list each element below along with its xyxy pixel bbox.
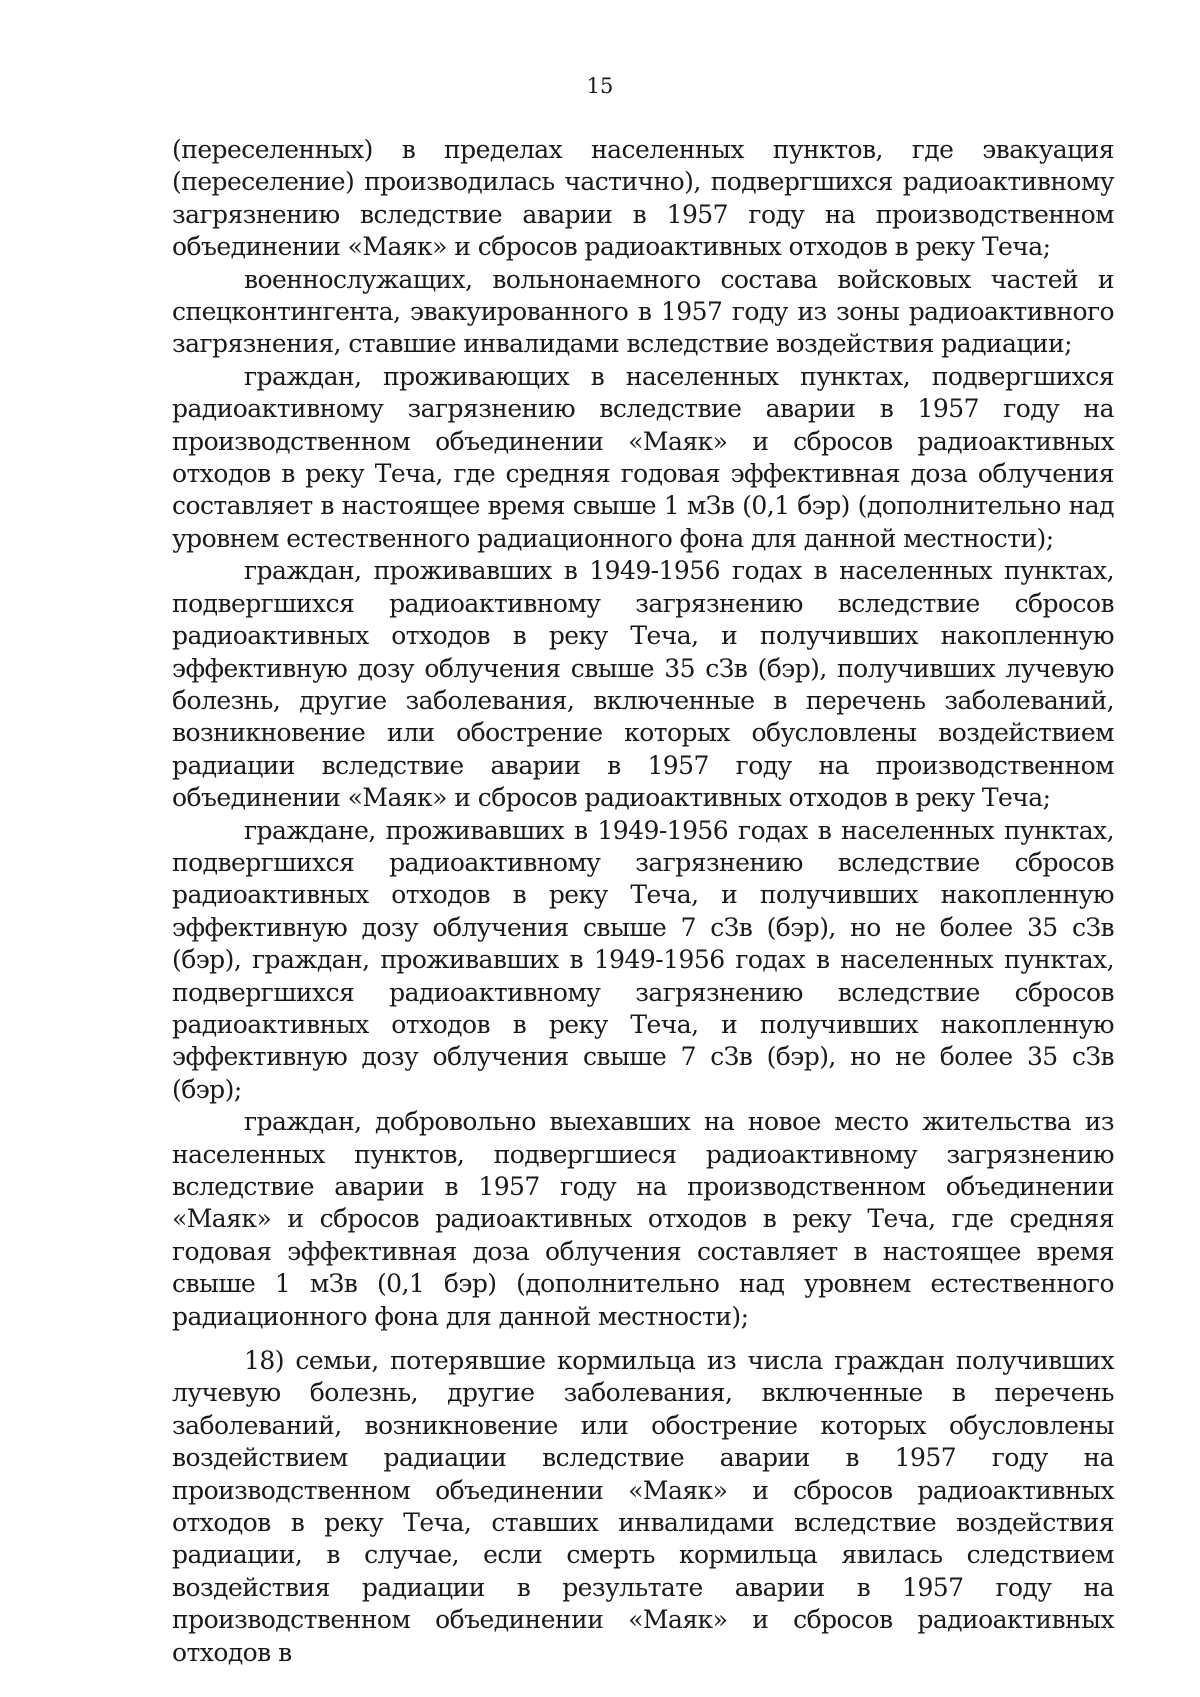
paragraph-residents-contaminated-areas: граждан, проживающих в населенных пунктах, подвергшихся радиоактивному загрязнению вследствие аварии в 1957 году на производственном объединении «Маяк» и сбросов радиоактивных отходов в реку Теча, где средняя годовая эффективная доза облучения составляет в настоящее время свыше 1 мЗв (0,1 бэр) (дополнительно над уровнем естественного радиационного фона для данной местности); xyxy=(172,361,1114,553)
page-number: 15 xyxy=(586,74,614,98)
paragraph-item-18-families: 18) семьи, потерявшие кормильца из числа граждан получивших лучевую болезнь, другие заболевания, включенные в перечень заболеваний, возникновение или обострение которых обусловлены воздействием радиации вследствие аварии в 1957 году на производственном объединении «Маяк» и сбросов радиоактивных отходов в реку Теча, ставших инвалидами вследствие воздействия радиации, в случае, если смерть кормильца явилась следствием воздействия радиации в результате аварии в 1957 году на производственном объединении «Маяк» и сбросов радиоактивных отходов в xyxy=(172,1346,1114,1667)
paragraph-continuation: (переселенных) в пределах населенных пунктов, где эвакуация (переселение) производилась частично), подвергшихся радиоактивному загрязнению вследствие аварии в 1957 году на производственном объединении «Маяк» и сбросов радиоактивных отходов в реку Теча; xyxy=(172,135,1114,262)
document-body xyxy=(172,134,1114,1669)
paragraph-voluntary-relocation: граждан, добровольно выехавших на новое место жительства из населенных пунктов, подвергшиеся радиоактивному загрязнению вследствие аварии в 1957 году на производственном объединении «Маяк» и сбросов радиоактивных отходов в реку Теча, где средняя годовая эффективная доза облучения составляет в настоящее время свыше 1 мЗв (0,1 бэр) (дополнительно над уровнем естественного радиационного фона для данной местности); xyxy=(172,1107,1114,1331)
paragraph-residents-1949-1956-7-to-35: граждане, проживавших в 1949-1956 годах в населенных пунктах, подвергшихся радиоактивному загрязнению вследствие сбросов радиоактивных отходов в реку Теча, и получивших накопленную эффективную дозу облучения свыше 7 сЗв (бэр), но не более 35 сЗв (бэр), граждан, проживавших в 1949-1956 годах в населенных пунктах, подвергшихся радиоактивному загрязнению вследствие сбросов радиоактивных отходов в реку Теча, и получивших накопленную эффективную дозу облучения свыше 7 сЗв (бэр), но не более 35 сЗв (бэр); xyxy=(172,815,1114,1104)
paragraph-residents-1949-1956-over-35: граждан, проживавших в 1949-1956 годах в населенных пунктах, подвергшихся радиоактивному загрязнению вследствие сбросов радиоактивных отходов в реку Теча, и получивших накопленную эффективную дозу облучения свыше 35 сЗв (бэр), получивших лучевую болезнь, другие заболевания, включенные в перечень заболеваний, возникновение или обострение которых обусловлены воздействием радиации вследствие аварии в 1957 году на производственном объединении «Маяк» и сбросов радиоактивных отходов в реку Теча; xyxy=(172,556,1114,813)
paragraph-military-personnel: военнослужащих, вольнонаемного состава войсковых частей и спецконтингента, эвакуированного в 1957 году из зоны радиоактивного загрязнения, ставшие инвалидами вследствие воздействия радиации; xyxy=(172,264,1114,359)
